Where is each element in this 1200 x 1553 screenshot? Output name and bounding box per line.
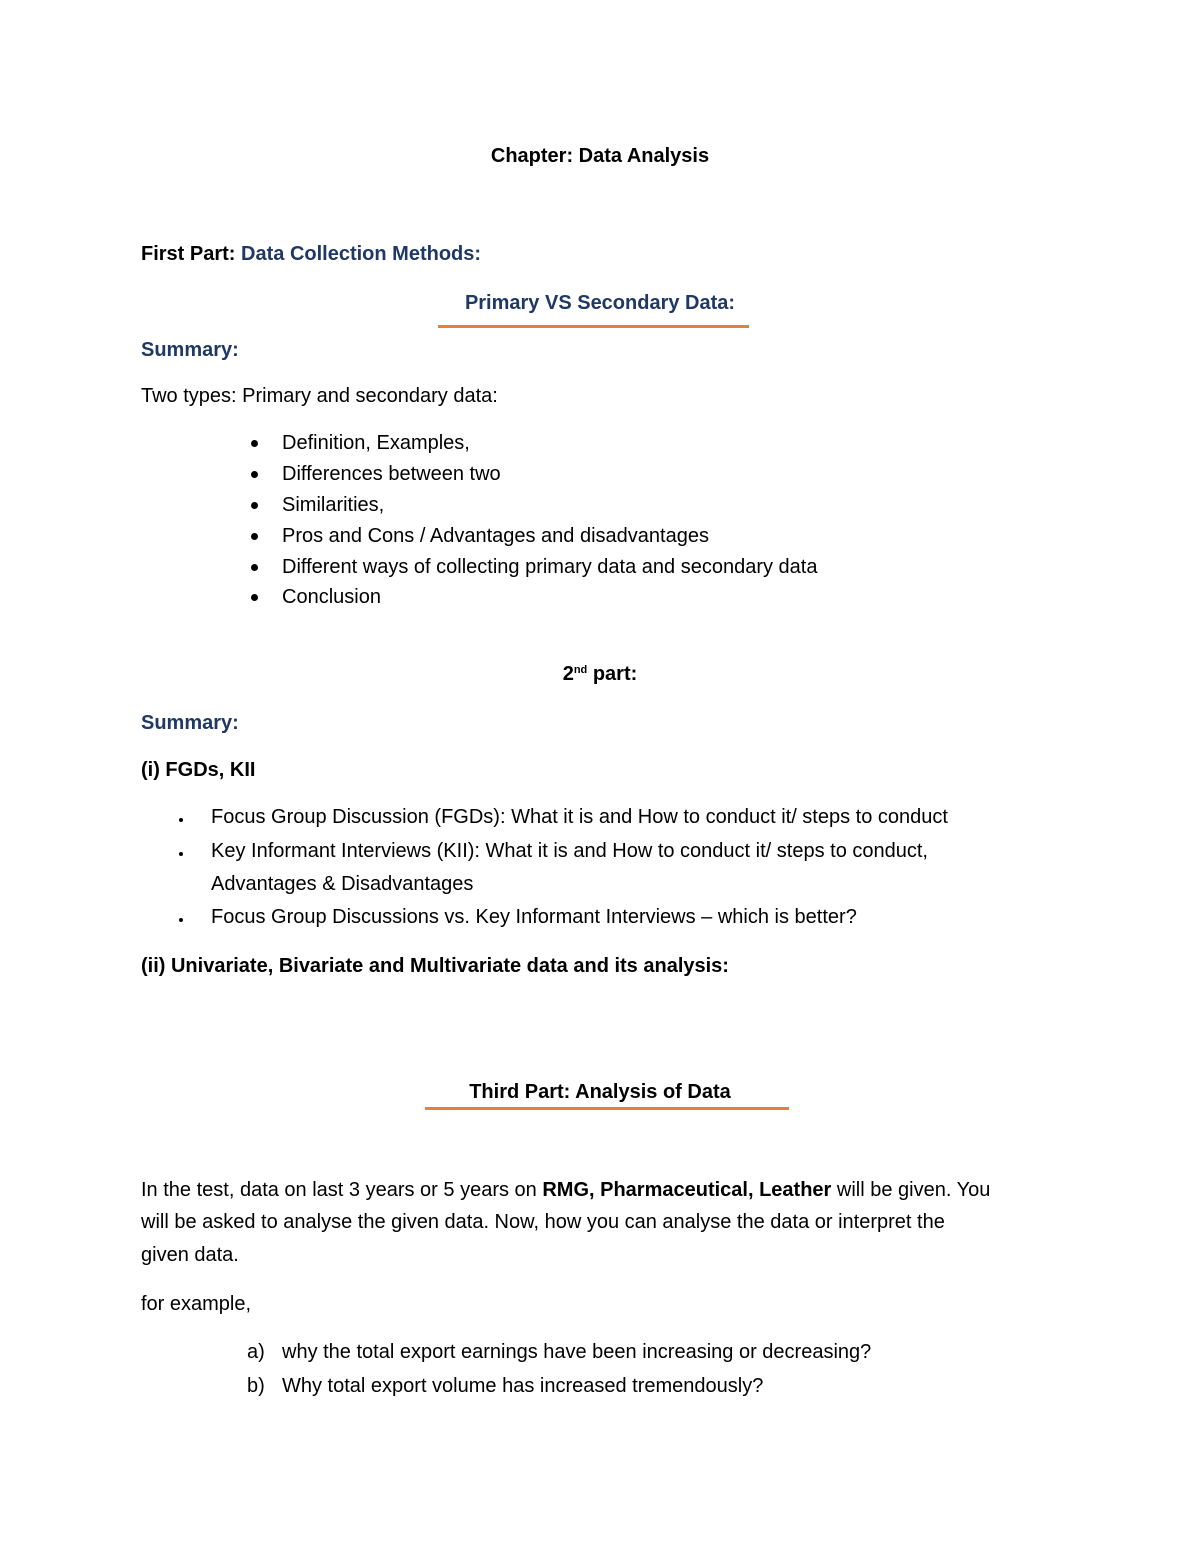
data-collection-methods-heading: Data Collection Methods: [241, 243, 482, 265]
sectors-bold: RMG, Pharmaceutical, Leather [542, 1179, 832, 1201]
second-part-rest: part: [587, 663, 638, 685]
question-text: why the total export earnings have been increasing or decreasing? [282, 1341, 872, 1363]
first-part-label: First Part: [141, 243, 242, 265]
question-text: Why total export volume has increased tremendously? [282, 1375, 764, 1397]
summary-label-1: Summary: [141, 339, 239, 361]
list-item: Key Informant Interviews (KII): What it is and How to conduct it/ steps to conduct, [211, 840, 928, 862]
second-part-heading [0, 662, 1200, 686]
list-item: Definition, Examples, [282, 432, 470, 454]
list-item: Conclusion [282, 586, 381, 608]
bullet-icon [251, 440, 258, 447]
fgds-kii-subheading: (i) FGDs, KII [141, 759, 256, 781]
univariate-subheading: (ii) Univariate, Bivariate and Multivariate data and its analysis: [141, 955, 729, 977]
primary-vs-secondary-heading: Primary VS Secondary Data: [464, 292, 736, 314]
bullet-icon [251, 594, 258, 601]
bullet-icon [179, 852, 183, 856]
second-part-num: 2 [562, 663, 574, 685]
list-item: Pros and Cons / Advantages and disadvantages [282, 525, 709, 547]
orange-underline-2 [425, 1107, 789, 1110]
paragraph-text: will be given. You [831, 1179, 991, 1201]
question-marker: a) [247, 1341, 265, 1363]
second-part-sup: nd [573, 664, 588, 676]
paragraph-line-1 [141, 1178, 990, 1202]
bullet-icon [251, 471, 258, 478]
bullet-icon [251, 564, 258, 571]
list-item-continuation: Advantages & Disadvantages [211, 873, 474, 895]
list-item: Focus Group Discussion (FGDs): What it is and How to conduct it/ steps to conduct [211, 806, 948, 828]
paragraph-line-2: will be asked to analyse the given data. Now, how you can analyse the data or interpret the [141, 1211, 945, 1233]
bullet-icon [251, 502, 258, 509]
bullet-icon [251, 533, 258, 540]
paragraph-line-3: given data. [141, 1244, 239, 1266]
two-types-intro: Two types: Primary and secondary data: [141, 385, 498, 407]
for-example-label: for example, [141, 1293, 252, 1315]
bullet-icon [179, 818, 183, 822]
question-marker: b) [247, 1375, 265, 1397]
bullet-icon [179, 918, 183, 922]
summary-label-2: Summary: [141, 712, 239, 734]
orange-underline-1 [438, 325, 749, 328]
list-item: Different ways of collecting primary data and secondary data [282, 556, 818, 578]
list-item: Focus Group Discussions vs. Key Informant Interviews – which is better? [211, 906, 857, 928]
third-part-heading: Third Part: Analysis of Data [469, 1081, 731, 1103]
list-item: Similarities, [282, 494, 385, 516]
list-item: Differences between two [282, 463, 501, 485]
page-title: Chapter: Data Analysis [490, 145, 710, 167]
paragraph-text: In the test, data on last 3 years or 5 years on [141, 1179, 543, 1201]
first-part-heading [141, 242, 481, 266]
